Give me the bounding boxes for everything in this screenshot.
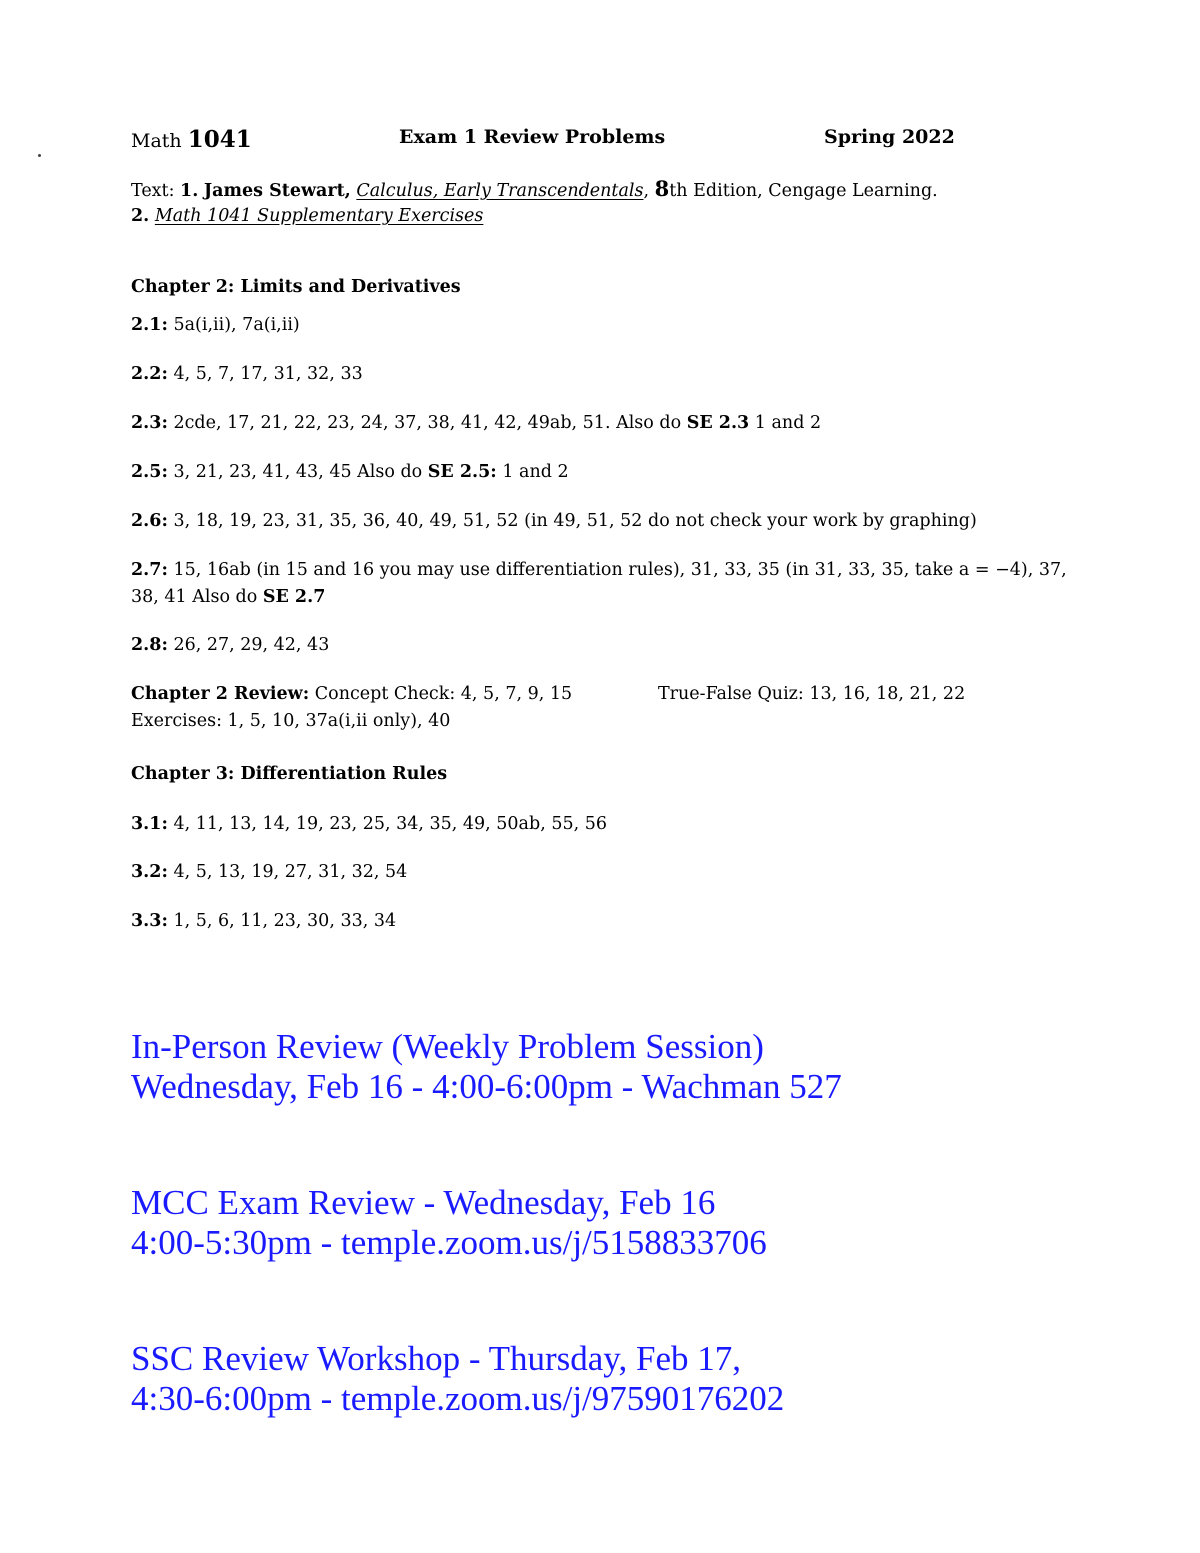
term-label: Spring 2022 (824, 126, 955, 148)
course-label (131, 126, 252, 153)
inperson-review-line-1: In-Person Review (Weekly Problem Session) (131, 1027, 764, 1066)
mcc-review-line-1: MCC Exam Review - Wednesday, Feb 16 (131, 1183, 716, 1222)
section-3-1: 3.1: 4, 11, 13, 14, 19, 23, 25, 34, 35, 49, 50ab, 55, 56 (131, 814, 607, 834)
page-title: Exam 1 Review Problems (399, 126, 666, 148)
section-2-7-cont: 38, 41 Also do SE 2.7 (131, 587, 326, 607)
section-2-6: 2.6: 3, 18, 19, 23, 31, 35, 36, 40, 49, 51, 52 (in 49, 51, 52 do not check your work by graphing) (131, 511, 977, 531)
supplement-title: Math 1041 Supplementary Exercises (154, 206, 484, 226)
course-number: 1041 (187, 126, 252, 153)
chapter-2-review: Chapter 2 Review: Concept Check: 4, 5, 7, 9, 15 (131, 684, 573, 704)
margin-dot (38, 154, 41, 157)
chapter-2-truefalse: True-False Quiz: 13, 16, 18, 21, 22 (658, 684, 966, 704)
ssc-review-line-1: SSC Review Workshop - Thursday, Feb 17, (131, 1339, 742, 1378)
section-3-2: 3.2: 4, 5, 13, 19, 27, 31, 32, 54 (131, 862, 408, 882)
section-2-5: 2.5: 3, 21, 23, 41, 43, 45 Also do SE 2.5: 1 and 2 (131, 462, 569, 482)
section-2-8: 2.8: 26, 27, 29, 42, 43 (131, 635, 330, 655)
section-2-2: 2.2: 4, 5, 7, 17, 31, 32, 33 (131, 364, 363, 384)
textbook-line-2: 2. Math 1041 Supplementary Exercises (131, 206, 484, 226)
section-2-1: 2.1: 5a(i,ii), 7a(i,ii) (131, 315, 300, 335)
inperson-review-line-2: Wednesday, Feb 16 - 4:00-6:00pm - Wachman 527 (131, 1067, 842, 1106)
chapter-2-exercises: Exercises: 1, 5, 10, 37a(i,ii only), 40 (131, 711, 451, 731)
textbook-line-1: Text: 1. James Stewart, Calculus, Early Transcendentals, 8th Edition, Cengage Learning. (131, 176, 938, 201)
ssc-review-line-2[interactable]: 4:30-6:00pm - temple.zoom.us/j/97590176202 (131, 1379, 785, 1418)
chapter-3-heading: Chapter 3: Differentiation Rules (131, 764, 448, 784)
course-prefix: Math (131, 130, 182, 152)
section-2-7: 2.7: 15, 16ab (in 15 and 16 you may use differentiation rules), 31, 33, 35 (in 31, 33, 35, take a = −4), 37, (131, 560, 1067, 580)
section-3-3: 3.3: 1, 5, 6, 11, 23, 30, 33, 34 (131, 911, 397, 931)
mcc-review-line-2[interactable]: 4:00-5:30pm - temple.zoom.us/j/5158833706 (131, 1223, 767, 1262)
section-2-3: 2.3: 2cde, 17, 21, 22, 23, 24, 37, 38, 41, 42, 49ab, 51. Also do SE 2.3 1 and 2 (131, 413, 822, 433)
chapter-2-heading: Chapter 2: Limits and Derivatives (131, 277, 461, 297)
textbook-title: Calculus, Early Transcendentals (356, 181, 644, 201)
